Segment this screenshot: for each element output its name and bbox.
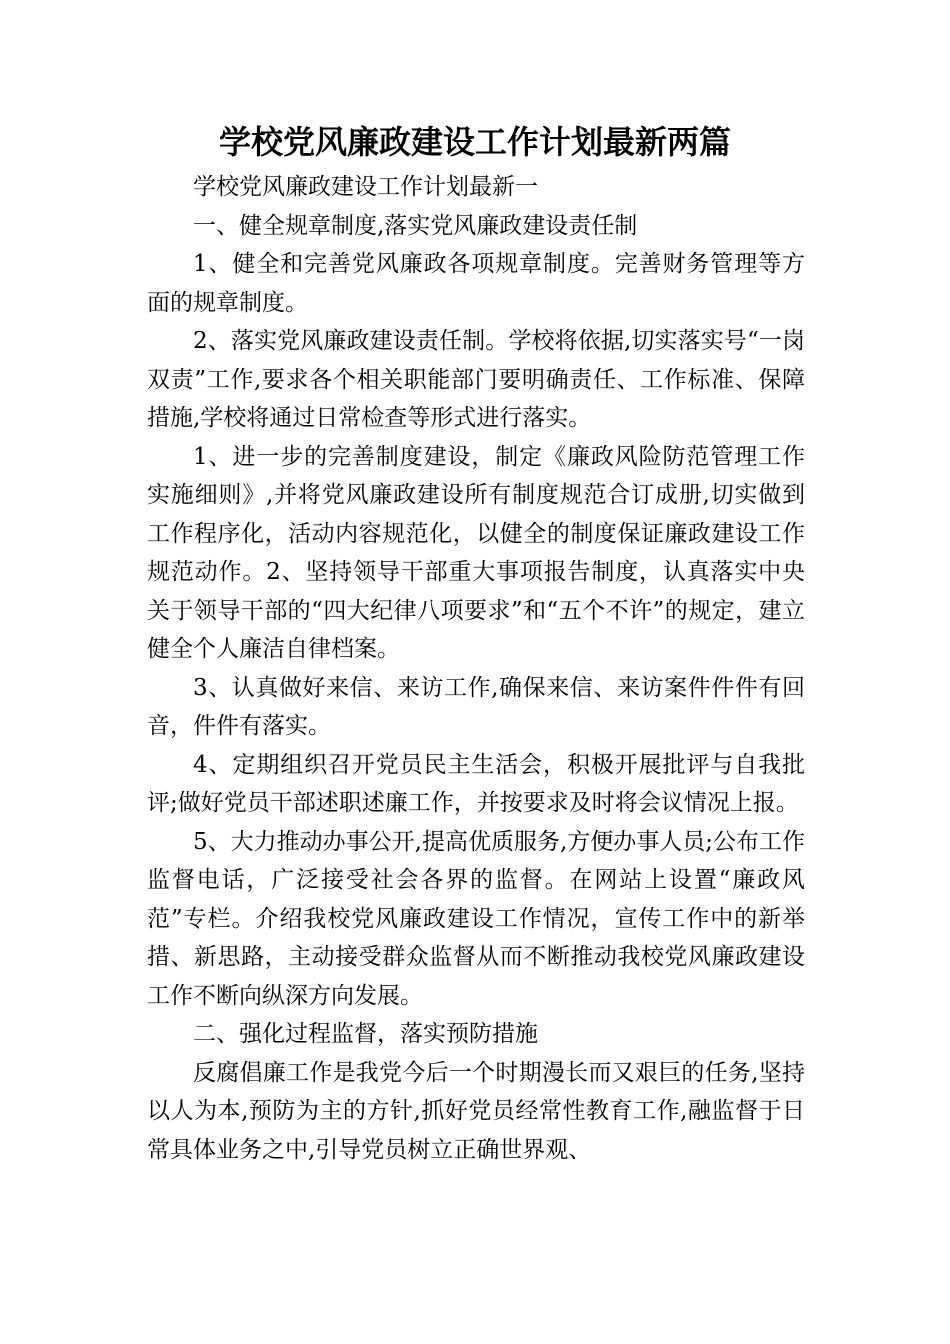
paragraph-item-3: 3、认真做好来信、来访工作,确保来信、来访案件件件有回音，件件有落实。 <box>147 674 805 739</box>
paragraph-section-2-body: 反腐倡廉工作是我党今后一个时期漫长而又艰巨的任务,坚持以人为本,预防为主的方针,抓好党员经常性教育工作,融监督于日常具体业务之中,引导党员树立正确世界观、 <box>147 1059 805 1163</box>
paragraph-item-1: 1、健全和完善党风廉政各项规章制度。完善财务管理等方面的规章制度。 <box>147 251 805 316</box>
document-title: 学校党风廉政建设工作计划最新两篇 <box>218 123 731 161</box>
paragraph-section-2-heading: 二、强化过程监督，落实预防措施 <box>193 1021 538 1047</box>
paragraph-section-1-heading: 一、健全规章制度,落实党风廉政建设责任制 <box>193 212 638 239</box>
document-body <box>147 168 805 1169</box>
paragraph-item-1b: 1、进一步的完善制度建设，制定《廉政风险防范管理工作实施细则》,并将党风廉政建设所有制度规范合订成册,切实做到工作程序化，活动内容规范化，以健全的制度保证廉政建设工作规范动作。2、坚持领导干部重大事项报告制度，认真落实中央关于领导干部的“四大纪律八项要求”和“五个不许”的规定，建立健全个人廉洁自律档案。 <box>147 443 805 662</box>
paragraph-subtitle: 学校党风廉政建设工作计划最新一 <box>193 174 538 200</box>
paragraph-item-2: 2、落实党风廉政建设责任制。学校将依据,切实落实号“一岗双责”工作,要求各个相关职能部门要明确责任、工作标准、保障措施,学校将通过日常检查等形式进行落实。 <box>147 328 805 431</box>
paragraph-item-5: 5、大力推动办事公开,提高优质服务,方便办事人员;公布工作监督电话，广泛接受社会各界的监督。在网站上设置“廉政风范”专栏。介绍我校党风廉政建设工作情况，宣传工作中的新举措、新思路，主动接受群众监督从而不断推动我校党风廉政建设工作不断向纵深方向发展。 <box>147 828 806 1009</box>
paragraph-item-4: 4、定期组织召开党员民主生活会，积极开展批评与自我批评;做好党员干部述职述廉工作，并按要求及时将会议情况上报。 <box>147 751 805 816</box>
